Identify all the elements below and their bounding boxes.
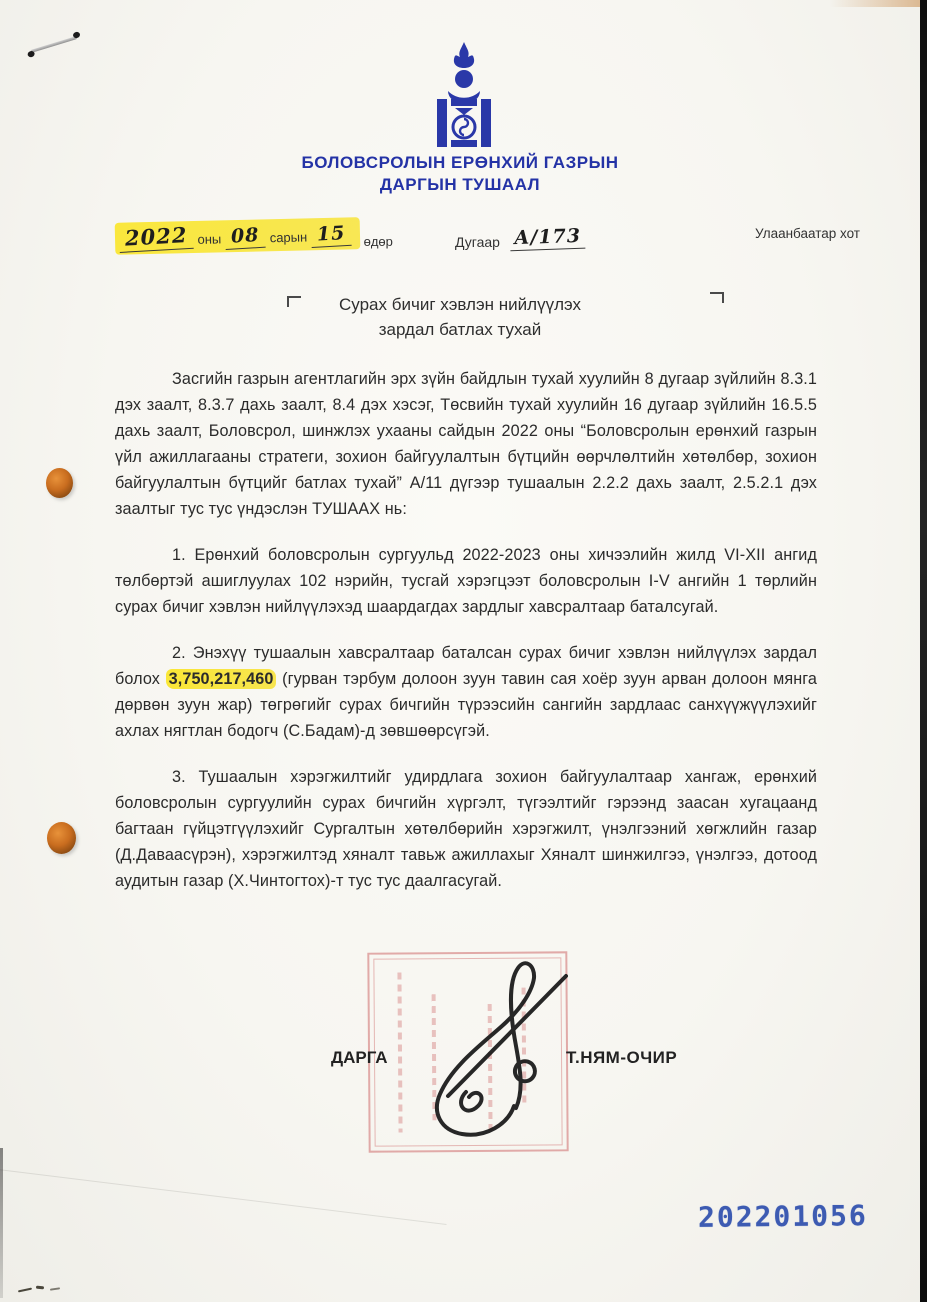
- corner-tint: [830, 0, 920, 7]
- date-month-value: 08: [225, 224, 267, 250]
- soyombo-emblem-icon: [430, 42, 498, 153]
- punch-hole-bottom: [47, 822, 76, 854]
- signer-role: ДАРГА: [331, 1048, 388, 1067]
- doc-number-label: Дугаар: [455, 234, 500, 250]
- doc-title: [0, 292, 920, 342]
- punch-hole-top: [46, 468, 73, 498]
- doc-number-value: А/173: [510, 225, 586, 252]
- signer-name: Т.НЯМ-ОЧИР: [566, 1048, 678, 1067]
- org-title-line2: ДАРГЫН ТУШААЛ: [379, 175, 541, 194]
- date-day-word: өдөр: [363, 234, 393, 249]
- scan-edge-right: [920, 0, 927, 1302]
- date-year-value: 2022: [118, 222, 194, 253]
- paper-crease: [0, 1168, 447, 1225]
- smudge-marks: [18, 1284, 78, 1294]
- scan-edge-left: [0, 1148, 3, 1298]
- order-item-2: [115, 640, 817, 744]
- staple-mark: [24, 26, 84, 63]
- doc-title-line2: зардал батлах тухай: [378, 320, 542, 339]
- date-day-value: 15: [310, 222, 352, 248]
- registration-number: 202201056: [697, 1199, 868, 1234]
- order-item-2-cont: (гурван тэрбум долоон зуун тавин сая хоёр зуун арван долоон мянга дөрвөн зуун жар) төгрөгийг сурах бичгийн түрээсийн сангийн зардлаас санхүүжүүлэхийг ахлах нягтлан бодогч (С.Бадам)-д зөвшөөрсүгэй.: [115, 670, 817, 740]
- document-body: [115, 366, 817, 914]
- corner-bracket-right-icon: [710, 292, 724, 303]
- doc-title-line1: Сурах бичиг хэвлэн нийлүүлэх: [339, 295, 581, 314]
- city-label: Улаанбаатар хот: [755, 226, 860, 241]
- order-item-3: 3. Тушаалын хэрэгжилтийг удирдлага зохион байгуулалтаар хангаж, ерөнхий боловсролын сургуулийн сурах бичгийн хүргэлт, түгээлтийг гэрээнд заасан хугацаанд багтаан гүйцэтгүүлэхийг Сургалтын хөтөлбөрийн хэрэгжилт, үнэлгээний хөгжлийн газар (Д.Даваасүрэн), хэрэгжилтэд хяналт тавьж ажиллахыг Хяналт шинжилгээ, үнэлгээ, дотоод аудитын газар (Х.Чинтогтох)-т тус тус даалгасугай.: [115, 768, 817, 890]
- org-title: [0, 152, 920, 196]
- doc-number-group: [455, 226, 585, 250]
- corner-bracket-left-icon: [287, 296, 301, 307]
- date-group: [115, 220, 393, 252]
- date-highlight: [115, 217, 360, 255]
- org-title-line1: БОЛОВСРОЛЫН ЕРӨНХИЙ ГАЗРЫН: [301, 153, 619, 172]
- date-month-word: сарын: [269, 229, 308, 246]
- dateline: [0, 220, 920, 260]
- signature-scribble-icon: [390, 948, 590, 1153]
- amount-highlight: 3,750,217,460: [166, 669, 277, 689]
- preamble-paragraph: Засгийн газрын агентлагийн эрх зүйн байдлын тухай хуулийн 8 дугаар зүйлийн 8.3.1 дэх заалт, 8.3.7 дахь заалт, 8.4 дэх хэсэг, Төсвийн тухай хуулийн 16 дугаар зүйлийн 16.5.5 дахь заалт, Боловсрол, шинжлэх ухааны сайдын 2022 оны “Боловсролын ерөнхий газрын үйл ажиллагааны стратеги, зохион байгуулалтын бүтцийн өөрчлөлтийн хөтөлбөр, зохион байгуулалтын бүтцийг батлах тухай” А/11 дүгээр тушаалын 2.2.2 дахь заалт, 2.5.2.1 дэх заалтыг тус тус үндэслэн ТУШААХ нь:: [115, 370, 817, 518]
- date-year-word: оны: [197, 231, 222, 247]
- order-item-2-text: 2. Энэхүү тушаалын хавсралтаар баталсан сурах бичиг хэвлэн нийлүүлэх зардал болох: [115, 644, 817, 688]
- order-item-1: 1. Ерөнхий боловсролын сургуульд 2022-2023 оны хичээлийн жилд VI-XII ангид төлбөртэй ашиглуулах 102 нэрийн, тусгай хэрэгцээт боловсролын I-V ангийн 1 төрлийн сурах бичиг хэвлэн нийлүүлэхэд шаардагдах зардлыг хавсралтаар баталсугай.: [115, 546, 817, 616]
